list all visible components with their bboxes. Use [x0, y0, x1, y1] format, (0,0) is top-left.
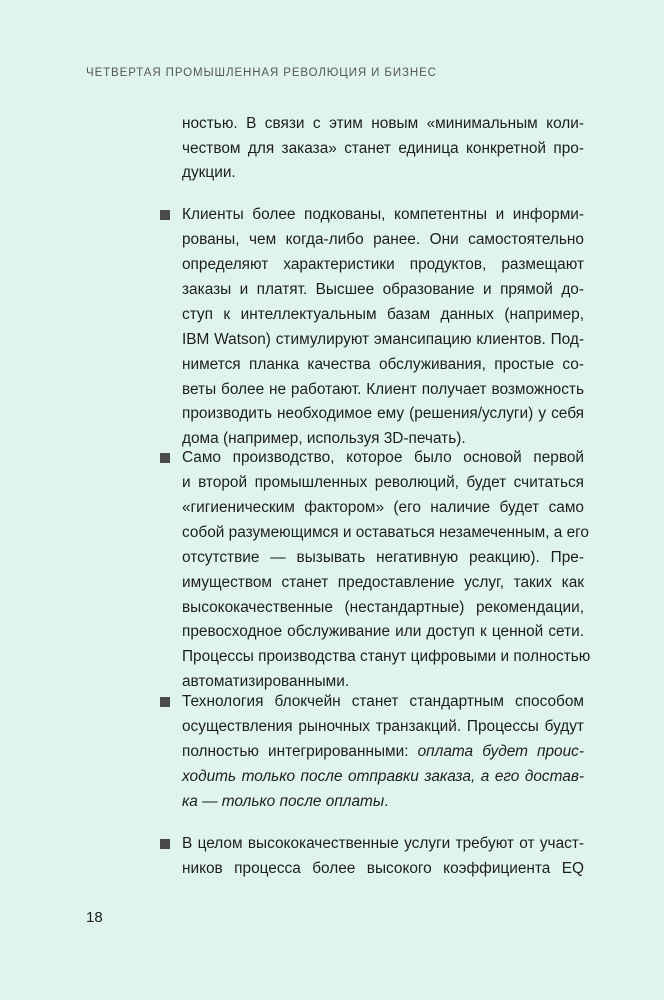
text-line: «гигиеническим фактором» (его наличие будет само	[182, 499, 584, 516]
italic-span: оплата будет проис-	[417, 743, 584, 760]
text-line: Технология блокчейн станет стандартным способом	[182, 693, 584, 710]
bullet-marker	[160, 210, 170, 220]
text-line: Клиенты более подкованы, компетентны и информи-	[182, 206, 584, 223]
text-line	[182, 742, 584, 762]
text-line: ностью. В связи с этим новым «минимальным коли-	[182, 115, 584, 132]
text-line: осуществления рыночных транзакций. Процессы будут	[182, 718, 584, 735]
italic-span: ходить только после отправки заказа, а его достав-	[182, 768, 584, 785]
text-span: полностью интегрированными:	[182, 743, 418, 760]
text-line: В целом высококачественные услуги требуют от участ-	[182, 835, 584, 852]
text-line: высококачественные (нестандартные) рекомендации,	[182, 599, 584, 616]
text-line	[182, 767, 584, 787]
bullet-marker	[160, 839, 170, 849]
text-line: нимется планка качества обслуживания, простые со-	[182, 356, 584, 373]
text-line: дома (например, используя 3D-печать).	[182, 430, 466, 447]
text-line: Само производство, которое было основой первой	[182, 449, 584, 466]
text-line: собой разумеющимся и оставаться незамеченным, а его	[182, 524, 589, 541]
bullet-marker	[160, 453, 170, 463]
text-line: дукции.	[182, 164, 236, 181]
text-line: ступ к интеллектуальным базам данных (например,	[182, 306, 584, 323]
text-line: ников процесса более высокого коэффициента EQ	[182, 860, 584, 877]
text-line: имуществом станет предоставление услуг, таких как	[182, 574, 584, 591]
bullet-marker	[160, 697, 170, 707]
text-line: чеством для заказа» станет единица конкретной про-	[182, 140, 584, 157]
page-number: 18	[86, 909, 103, 926]
text-line	[182, 792, 584, 812]
text-line: Процессы производства станут цифровыми и полностью	[182, 648, 591, 665]
text-line: заказы и платят. Высшее образование и прямой до-	[182, 281, 584, 298]
text-span: .	[384, 793, 389, 810]
text-line: рованы, чем когда-либо ранее. Они самостоятельно	[182, 231, 584, 248]
text-line: веты более не работают. Клиент получает возможность	[182, 381, 584, 398]
text-line: IBM Watson) стимулируют эмансипацию клиентов. Под-	[182, 331, 584, 348]
text-line: превосходное обслуживание или доступ к ценной сети.	[182, 623, 584, 640]
italic-span: ка — только после оплаты	[182, 793, 385, 810]
text-line: отсутствие — вызывать негативную реакцию). Пре-	[182, 549, 584, 566]
text-line: определяют характеристики продуктов, размещают	[182, 256, 584, 273]
text-line: производить необходимое ему (решения/услуги) у себя	[182, 405, 584, 422]
text-line: и второй промышленных революций, будет считаться	[182, 474, 584, 491]
running-header: ЧЕТВЕРТАЯ ПРОМЫШЛЕННАЯ РЕВОЛЮЦИЯ И БИЗНЕС	[86, 67, 437, 79]
text-line: автоматизированными.	[182, 673, 350, 690]
